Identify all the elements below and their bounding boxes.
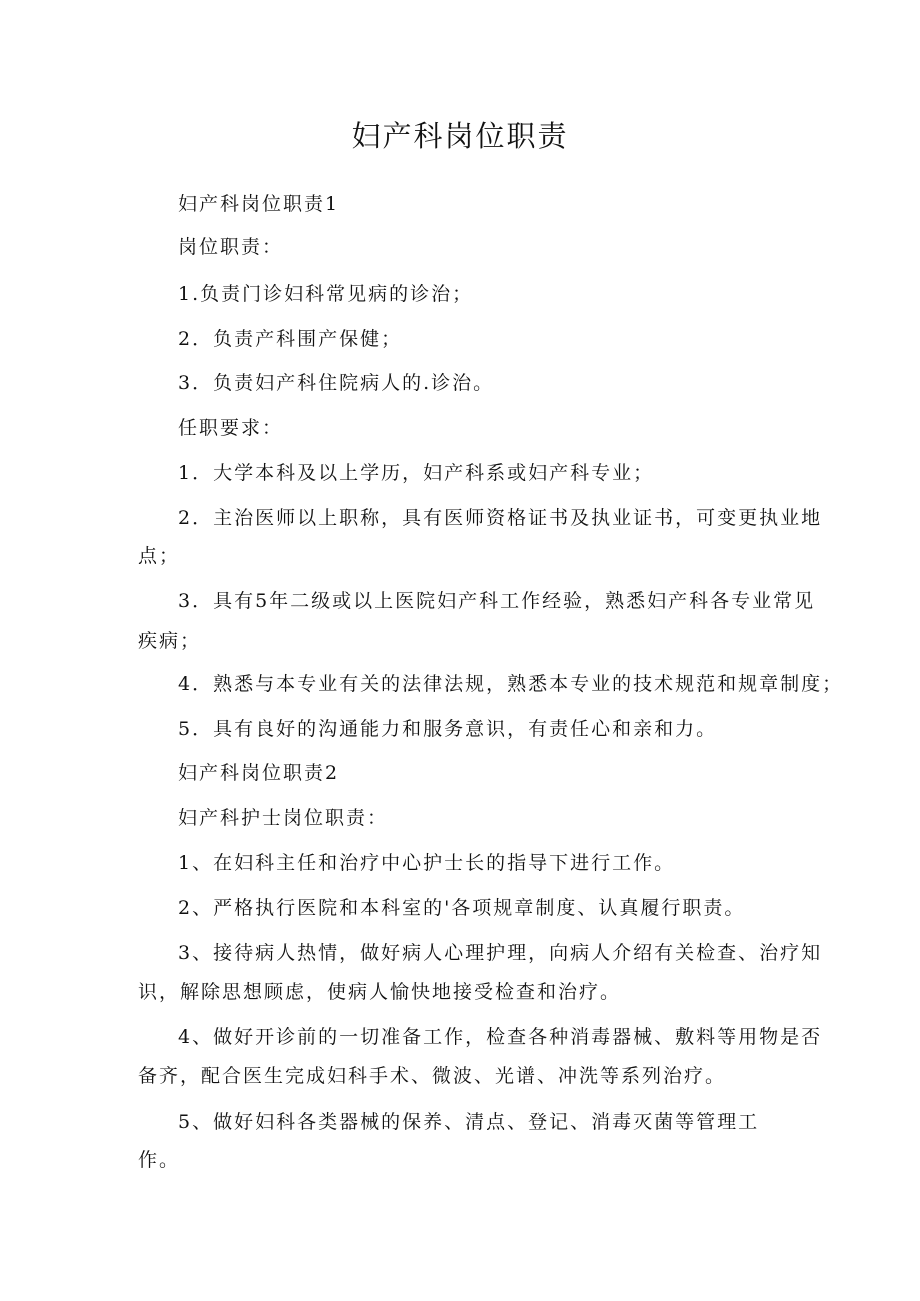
paragraph-requirement-3: 3．具有5年二级或以上医院妇产科工作经验，熟悉妇产科各专业常见 [178,590,816,612]
paragraph-requirement-5: 5．具有良好的沟通能力和服务意识，有责任心和亲和力。 [178,718,718,740]
section-heading-2: 妇产科岗位职责2 [178,762,340,784]
paragraph-nurse-duty-1: 1、在妇科主任和治疗中心护士长的指导下进行工作。 [178,852,676,874]
paragraph-requirement-1: 1．大学本科及以上学历，妇产科系或妇产科专业； [178,462,655,484]
paragraph-duty-1: 1.负责门诊妇科常见病的诊治； [178,283,474,305]
paragraph-requirement-2-cont: 点； [138,545,181,567]
paragraph-nurse-duty-3-cont: 识，解除思想顾虑，使病人愉快地接受检查和治疗。 [138,981,622,1003]
paragraph-requirement-2: 2．主治医师以上职称，具有医师资格证书及执业证书，可变更执业地 [178,507,823,529]
document-title: 妇产科岗位职责 [351,119,569,153]
paragraph-duties-label: 岗位职责： [178,236,284,258]
paragraph-duty-2: 2．负责产科围产保健； [178,328,403,350]
paragraph-duty-3: 3．负责妇产科住院病人的.诊治。 [178,372,495,394]
paragraph-nurse-duty-4: 4、做好开诊前的一切准备工作，检查各种消毒器械、敷料等用物是否 [178,1026,823,1048]
section-heading-1: 妇产科岗位职责1 [178,193,340,215]
paragraph-requirements-label: 任职要求： [178,417,284,439]
paragraph-nurse-duty-4-cont: 备齐，配合医生完成妇科手术、微波、光谱、冲洗等系列治疗。 [138,1065,727,1087]
paragraph-nurse-duties-label: 妇产科护士岗位职责： [178,807,389,829]
paragraph-requirement-3-cont: 疾病； [138,630,202,652]
paragraph-nurse-duty-5: 5、做好妇科各类器械的保养、清点、登记、消毒灭菌等管理工 [178,1111,760,1133]
paragraph-nurse-duty-2: 2、严格执行医院和本科室的'各项规章制度、认真履行职责。 [178,897,746,919]
paragraph-nurse-duty-5-cont: 作。 [138,1149,181,1171]
paragraph-nurse-duty-3: 3、接待病人热情，做好病人心理护理，向病人介绍有关检查、治疗知 [178,942,823,964]
paragraph-requirement-4: 4．熟悉与本专业有关的法律法规，熟悉本专业的技术规范和规章制度； [178,673,844,695]
